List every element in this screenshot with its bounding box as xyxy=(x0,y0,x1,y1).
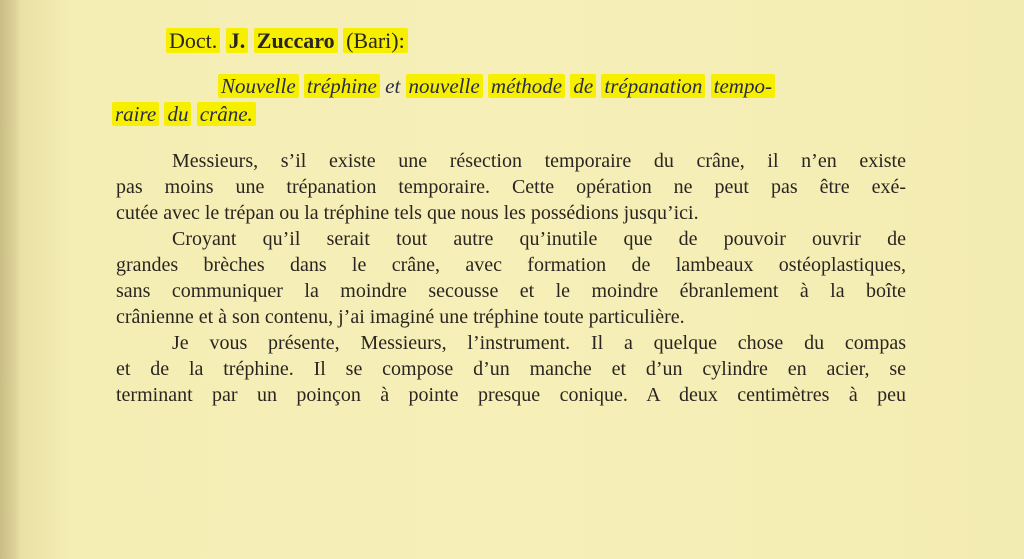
title-word: méthode xyxy=(488,74,565,98)
body-line: crânienne et à son contenu, j’ai imaginé une tréphine toute particulière. xyxy=(116,306,685,328)
title-word: du xyxy=(164,102,191,126)
paper-title xyxy=(112,72,912,128)
body-line: terminant par un poinçon à pointe presque conique. A deux centimètres à peu xyxy=(116,384,906,406)
author-name: Zuccaro xyxy=(254,28,338,53)
title-line-1 xyxy=(112,72,912,100)
title-word: tempo- xyxy=(711,74,775,98)
title-word: Nouvelle xyxy=(218,74,299,98)
title-word: trépanation xyxy=(601,74,705,98)
body-line: sans communiquer la moindre secousse et le moindre ébranlement à la boîte xyxy=(116,280,906,302)
body-line: et de la tréphine. Il se compose d’un manche et d’un cylindre en acier, se xyxy=(116,358,906,380)
author-place: (Bari): xyxy=(343,28,408,53)
title-word: nouvelle xyxy=(406,74,483,98)
body-line: pas moins une trépanation temporaire. Cette opération ne peut pas être exé- xyxy=(116,176,906,198)
author-prefix: Doct. xyxy=(166,28,220,53)
body-line: Croyant qu’il serait tout autre qu’inutile que de pouvoir ouvrir de xyxy=(172,228,906,250)
author-heading xyxy=(166,26,408,56)
title-word: raire xyxy=(112,102,159,126)
author-initial: J. xyxy=(226,28,249,53)
title-word: tréphine xyxy=(304,74,380,98)
body-line: grandes brèches dans le crâne, avec formation de lambeaux ostéoplastiques, xyxy=(116,254,906,276)
title-word: de xyxy=(570,74,596,98)
title-word: crâne. xyxy=(197,102,256,126)
body-line: Je vous présente, Messieurs, l’instrument. Il a quelque chose du compas xyxy=(172,332,906,354)
body-line: Messieurs, s’il existe une résection temporaire du crâne, il n’en existe xyxy=(172,150,906,172)
book-gutter-shadow xyxy=(0,0,20,559)
title-word: et xyxy=(385,74,401,98)
body-text xyxy=(116,148,906,408)
body-line: cutée avec le trépan ou la tréphine tels que nous les possédions jusqu’ici. xyxy=(116,202,699,224)
title-line-2 xyxy=(112,100,912,128)
